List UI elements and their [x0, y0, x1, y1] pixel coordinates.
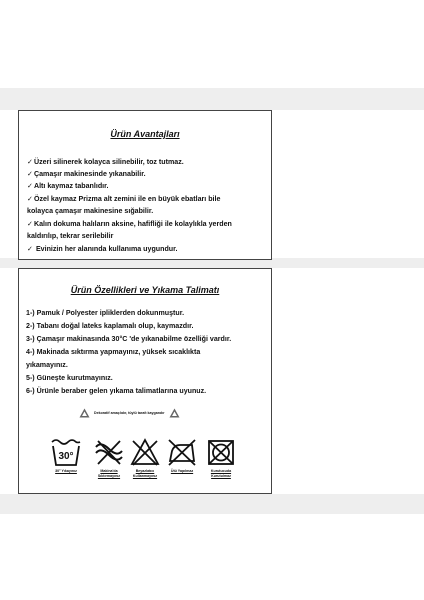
no-iron-icon	[166, 437, 198, 467]
care-title: Ürün Özellikleri ve Yıkama Talimatı	[70, 285, 220, 295]
warning-notice	[79, 407, 180, 419]
advantage-item: ✓Çamaşır makinesinde yıkanabilir.	[27, 170, 146, 178]
advantage-item-continued: kolayca çamaşır makinesine sığabilir.	[27, 207, 154, 215]
advantage-item: ✓Özel kaymaz Prizma alt zemini ile en büyük ebatları bile	[27, 195, 221, 203]
background-band-top	[0, 88, 424, 110]
care-symbol-wash	[46, 437, 86, 474]
advantage-item-continued: kaldırılıp, tekrar serilebilir	[27, 232, 114, 240]
care-symbol-label: Ütü Yapılmaz	[170, 469, 194, 473]
care-symbol-label: 30° Yıkayınız	[55, 469, 77, 473]
warning-text: Dekoratif amaçlıdır, tüylü tarafı kaygandır	[94, 411, 165, 415]
no-tumble-dry-icon	[205, 437, 237, 467]
care-item: 1-) Pamuk / Polyester ipliklerden dokunmuştur.	[26, 309, 185, 317]
care-card	[18, 268, 272, 494]
checkmark-icon: ✓	[27, 220, 33, 228]
care-item: 6-) Ürünle beraber gelen yıkama talimatlarına uyunuz.	[26, 387, 207, 395]
background-band-bottom	[0, 494, 424, 514]
care-symbol-no-bleach	[125, 437, 165, 478]
care-symbol-label: Beyazlatıcı Kullanmayınız	[132, 469, 158, 478]
warning-triangle-icon	[79, 408, 90, 418]
checkmark-icon: ✓	[27, 245, 33, 253]
checkmark-icon: ✓	[27, 182, 33, 190]
advantage-item: ✓Altı kaymaz tabanlıdır.	[27, 182, 109, 190]
care-item: 5-) Güneşte kurutmayınız.	[26, 374, 113, 382]
advantage-item: ✓ Evinizin her alanında kullanıma uygundur.	[27, 245, 178, 253]
care-symbol-label: Makina'da Sıktırmayınız	[97, 469, 121, 478]
care-symbol-no-tumble-dry	[201, 437, 241, 478]
care-symbol-label: Kurutucuda Kurutulmaz	[210, 469, 232, 478]
care-item: 2-) Tabanı doğal lateks kaplamalı olup, kaymazdır.	[26, 322, 194, 330]
checkmark-icon: ✓	[27, 195, 33, 203]
care-item: 3-) Çamaşır makinasında 30°C 'de yıkanabilme özelliği vardır.	[26, 335, 232, 343]
advantage-item: ✓Üzeri silinerek kolayca silinebilir, toz tutmaz.	[27, 158, 184, 166]
advantages-card	[18, 110, 272, 260]
wash-temperature: 30°	[58, 451, 74, 462]
warning-triangle-icon	[169, 408, 180, 418]
no-bleach-icon	[129, 437, 161, 467]
care-item-continued: yıkamayınız.	[26, 361, 68, 369]
wash-30-icon	[50, 437, 82, 467]
care-symbol-no-iron	[162, 437, 202, 474]
no-wring-icon	[93, 437, 125, 467]
care-item: 4-) Makinada sıktırma yapmayınız, yüksek sıcaklıkta	[26, 348, 201, 356]
checkmark-icon: ✓	[27, 158, 33, 166]
care-symbol-no-wring	[89, 437, 129, 478]
advantages-title: Ürün Avantajları	[110, 129, 180, 139]
checkmark-icon: ✓	[27, 170, 33, 178]
advantage-item: ✓Kalın dokuma halıların aksine, hafifliği ile kolaylıkla yerden	[27, 220, 232, 228]
